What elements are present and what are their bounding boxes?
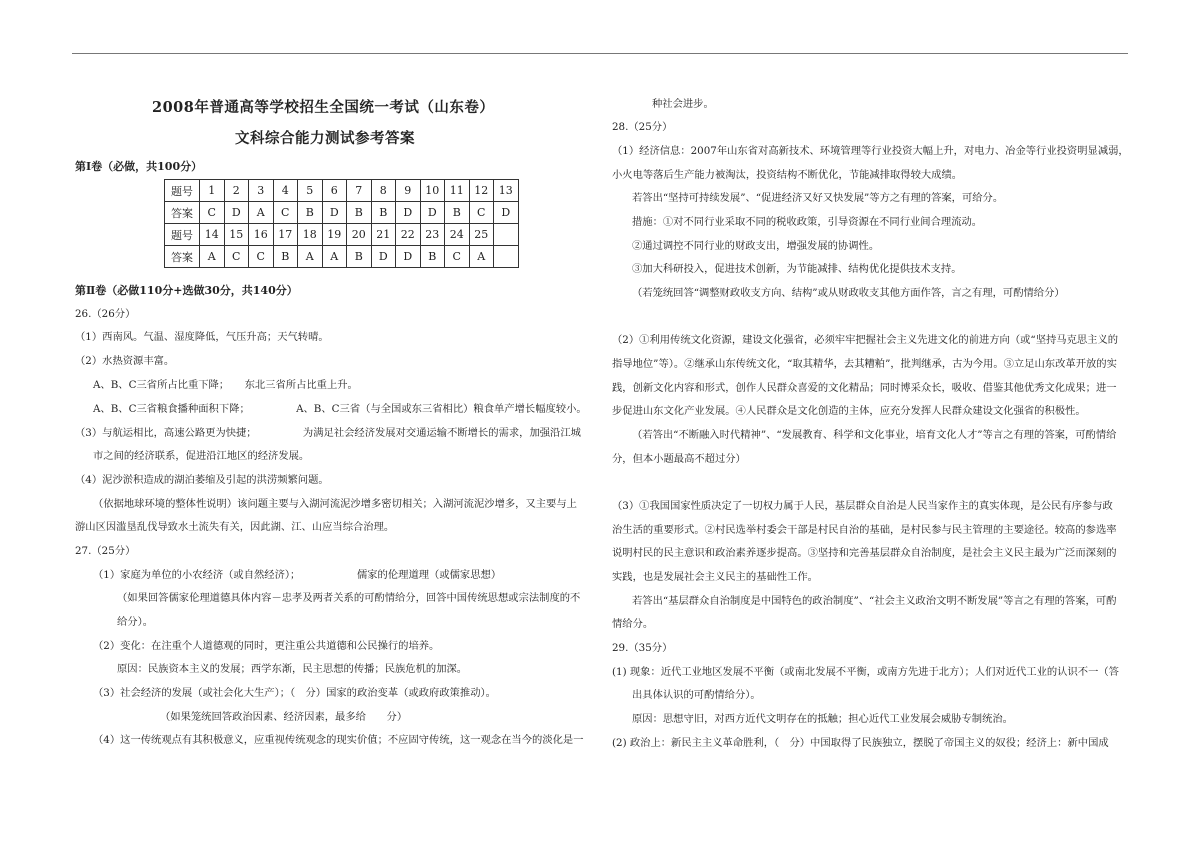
answer-table-cell: 1: [200, 180, 225, 202]
answer-table-cell: 15: [224, 224, 249, 246]
q28-part3-note: 若答出“基层群众自治制度是中国特色的政治制度”、“社会主义政治文明不断发展”等言之有理的答案，可酌: [632, 595, 1117, 607]
answer-table-cell: 10: [420, 180, 445, 202]
q26-part3-line: 市之间的经济联系，促进沿江地区的经济发展。: [93, 450, 310, 462]
q27-part2-line: 原因：民族资本主义的发展；西学东渐，民主思想的传播；民族危机的加深。: [117, 663, 468, 675]
answer-table-cell: B: [273, 246, 298, 268]
answer-table-row-header: 答案: [165, 202, 200, 224]
q28-part1-line: ③加大科研投入，促进技术创新，为节能减排、结构优化提供技术支持。: [632, 263, 962, 275]
answer-table-cell: 20: [347, 224, 372, 246]
q28-heading: 28.（25分）: [612, 121, 673, 133]
answer-table-cell: 4: [273, 180, 298, 202]
answer-table-cell: 12: [469, 180, 494, 202]
answer-table: [164, 179, 519, 268]
answer-table-cell: 25: [469, 224, 494, 246]
q27-part1-note: 给分）。: [117, 616, 154, 628]
answer-table-cell: 5: [298, 180, 323, 202]
q28-part1-line: 若答出“坚持可持续发展”、“促进经济又好又快发展”等方之有理的答案，可给分。: [632, 192, 1004, 204]
q28-part1: （1）经济信息：2007年山东省对高新技术、环境管理等行业投资大幅上升，对电力、冶金等行业投资明显减弱，: [612, 145, 1129, 157]
q28-part1-line: ②通过调控不同行业的财政支出，增强发展的协调性。: [632, 240, 880, 252]
answer-table-cell: B: [347, 246, 372, 268]
q27-part3-note: （如果笼统回答政治因素、经济因素，最多给 分）: [160, 711, 408, 723]
answer-table-cell: B: [347, 202, 372, 224]
answer-table-cell: 14: [200, 224, 225, 246]
answer-table-cell: 9: [396, 180, 421, 202]
q29-heading: 29.（35分）: [612, 642, 673, 654]
q28-part3-line: 说明村民的民主意识和政治素养逐步提高。③坚持和完善基层群众自治制度，是社会主义民主最为广泛而深刻的: [612, 547, 1117, 559]
answer-table-cell: A: [469, 246, 494, 268]
answer-table-cell: [494, 246, 519, 268]
q26-part4: （4）泥沙淤积造成的湖泊萎缩及引起的洪涝频繁问题。: [75, 474, 329, 486]
q28-part3-line: 实践，也是发展社会主义民主的基础性工作。: [612, 571, 818, 583]
answer-table-cell: C: [445, 246, 470, 268]
answer-table-row: [165, 202, 519, 224]
q28-part2-note: 分，但本小题最高不超过分）: [612, 453, 746, 465]
q28-part3-line: 治生活的重要形式。②村民选举村委会干部是村民自治的基础，是村民参与民主管理的主要途径。较高的参选率: [612, 524, 1117, 536]
answer-table-cell: 22: [396, 224, 421, 246]
answer-table-cell: B: [298, 202, 323, 224]
answer-table-cell: C: [200, 202, 225, 224]
q28-part2: （2）①利用传统文化资源，建设文化强省，必须牢牢把握社会主义先进文化的前进方向（或“坚持马克思主义的: [612, 334, 1119, 346]
q27-heading: 27.（25分）: [75, 545, 136, 557]
q26-part1: （1）西南风。气温、湿度降低，气压升高；天气转晴。: [75, 331, 329, 343]
q28-part3: （3）①我国国家性质决定了一切权力属于人民，基层群众自治是人民当家作主的真实体现，是公民有序参与政: [612, 500, 1113, 512]
q28-part2-note: （若答出“不断融入时代精神”、“发展教育、科学和文化事业，培育文化人才”等言之有理的答案，可酌情给: [632, 429, 1117, 441]
answer-table-cell: A: [249, 202, 274, 224]
answer-table-cell: D: [322, 202, 347, 224]
answer-table-cell: D: [396, 202, 421, 224]
answer-table-cell: 17: [273, 224, 298, 246]
q27-part2: （2）变化：在注重个人道德观的同时，更注重公共道德和公民操行的培养。: [93, 640, 440, 652]
answer-table-cell: 23: [420, 224, 445, 246]
answer-table-cell: 2: [224, 180, 249, 202]
q27-part1-note: （如果回答儒家伦理道德具体内容－忠孝及两者关系的可酌情给分，回答中国传统思想或宗法制度的不: [117, 592, 581, 604]
answer-table-cell: 24: [445, 224, 470, 246]
q28-part3-note: 情给分。: [612, 618, 654, 630]
answer-table-row-header: 题号: [165, 224, 200, 246]
answer-table-cell: 3: [249, 180, 274, 202]
q26-part2: （2）水热资源丰富。: [75, 355, 175, 367]
q26-part2-line: A、B、C三省粮食播种面积下降； A、B、C三省（与全国或东三省相比）粮食单产增长幅度较小。: [93, 403, 587, 415]
answer-table-cell: D: [224, 202, 249, 224]
q27-part1: （1）家庭为单位的小农经济（或自然经济）； 儒家的伦理道理（或儒家思想）: [93, 569, 502, 581]
answer-table-cell: B: [371, 202, 396, 224]
answer-table-cell: 16: [249, 224, 274, 246]
answer-table-row: [165, 180, 519, 202]
answer-table-cell: 7: [347, 180, 372, 202]
answer-table-row-header: 答案: [165, 246, 200, 268]
answer-table-cell: 13: [494, 180, 519, 202]
q29-part1-line: 原因：思想守旧，对西方近代文明存在的抵触；担心近代工业发展会威胁专制统治。: [632, 713, 1013, 725]
answer-table-cell: D: [371, 246, 396, 268]
answer-table-cell: 8: [371, 180, 396, 202]
q28-part1-line: 小火电等落后生产能力被淘汰，投资结构不断优化，节能减排取得较大成绩。: [612, 169, 963, 181]
doc-subtitle: 文科综合能力测试参考答案: [235, 130, 415, 147]
section-1-heading: 第Ⅰ卷（必做，共100分）: [75, 160, 203, 173]
answer-table-cell: 6: [322, 180, 347, 202]
q29-part1: (1) 现象：近代工业地区发展不平衡（或南北发展不平衡，或南方先进于北方）；人们对近代工业的认识不一（答: [612, 666, 1119, 678]
q26-part3: （3）与航运相比，高速公路更为快捷； 为满足社会经济发展对交通运输不断增长的需求，加强沿江城: [75, 427, 581, 439]
answer-table-cell: 11: [445, 180, 470, 202]
answer-table-cell: 18: [298, 224, 323, 246]
q28-part1-line: 措施：①对不同行业采取不同的税收政策，引导资源在不同行业间合理流动。: [632, 216, 983, 228]
q29-part2: (2) 政治上：新民主主义革命胜利，（ 分）中国取得了民族独立，摆脱了帝国主义的奴役；经济上：新中国成: [612, 737, 1109, 749]
q26-part4-line: 游山区因滥垦乱伐导致水土流失有关，因此湖、江、山应当综合治理。: [75, 521, 395, 533]
answer-table-cell: B: [445, 202, 470, 224]
answer-table-cell: A: [298, 246, 323, 268]
answer-table-cell: [494, 224, 519, 246]
q27-continuation: 种社会进步。: [652, 98, 714, 110]
answer-table-cell: 19: [322, 224, 347, 246]
q27-part4: （4）这一传统观点有其积极意义，应重视传统观念的现实价值；不应固守传统，这一观念在当今的淡化是一: [93, 734, 584, 746]
q26-heading: 26.（26分）: [75, 308, 136, 320]
answer-table-cell: 21: [371, 224, 396, 246]
answer-table-cell: A: [322, 246, 347, 268]
q28-part2-line: 指导地位”等）。②继承山东传统文化，“取其精华，去其糟粕”，批判继承，古为今用。③立足山东改革开放的实: [612, 358, 1117, 370]
answer-table-cell: C: [249, 246, 274, 268]
answer-table-row-header: 题号: [165, 180, 200, 202]
answer-table-cell: C: [224, 246, 249, 268]
answer-table-cell: C: [273, 202, 298, 224]
answer-table-cell: C: [469, 202, 494, 224]
answer-table-cell: D: [420, 202, 445, 224]
answer-table-cell: B: [420, 246, 445, 268]
header-rule: [72, 53, 1128, 54]
q26-part4-line: （依据地球环境的整体性说明）该问题主要与入湖河流泥沙增多密切相关；入湖河流泥沙增多，又主要与上: [93, 498, 577, 510]
answer-table-cell: D: [494, 202, 519, 224]
answer-table-row: [165, 246, 519, 268]
q28-part1-note: （若笼统回答“调整财政收支方向、结构”或从财政收支其他方面作答，言之有理，可酌情给分）: [632, 287, 1065, 299]
q27-part3: （3）社会经济的发展（或社会化大生产）；（ 分）国家的政治变革（或政府政策推动）。: [93, 687, 496, 699]
q26-part2-line: A、B、C三省所占比重下降； 东北三省所占比重上升。: [93, 379, 358, 391]
answer-table-cell: A: [200, 246, 225, 268]
section-2-heading: 第Ⅱ卷（必做110分+选做30分，共140分）: [75, 284, 298, 297]
q28-part2-line: 践，创新文化内容和形式，创作人民群众喜爱的文化精品；同时博采众长，吸收、借鉴其他优秀文化成果；进一: [612, 382, 1117, 394]
doc-title: 2008年普通高等学校招生全国统一考试（山东卷）: [152, 99, 495, 116]
answer-table-row: [165, 224, 519, 246]
q28-part2-line: 步促进山东文化产业发展。④人民群众是文化创造的主体，应充分发挥人民群众建设文化强省的积极性。: [612, 405, 1086, 417]
answer-table-cell: D: [396, 246, 421, 268]
q29-part1-line: 出具体认识的可酌情给分）。: [632, 689, 761, 701]
